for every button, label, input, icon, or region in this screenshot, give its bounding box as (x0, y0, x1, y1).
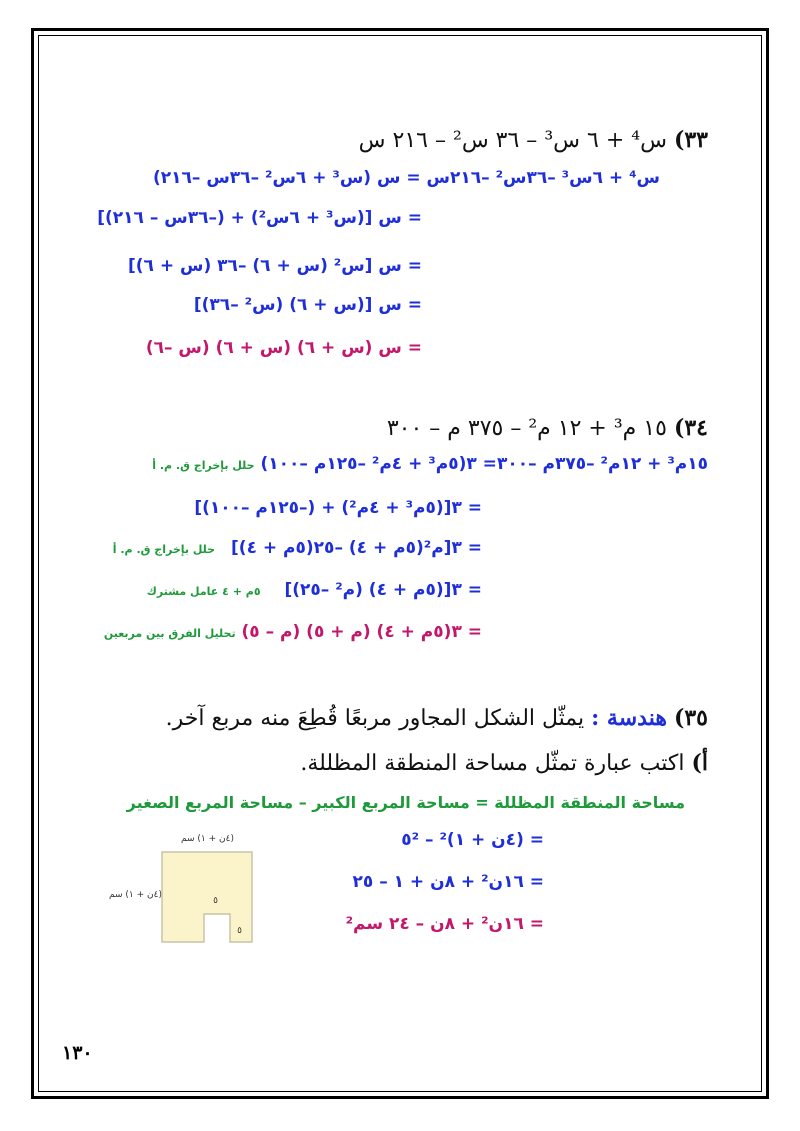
square-figure (88, 834, 268, 960)
q34-note-3: حلل بإخراج ق. م. أ (112, 543, 216, 556)
figure-side-label: (٤ن + ١) سم (109, 890, 162, 900)
q35-number: ٣٥) (673, 705, 708, 731)
q35-step-2: = ١٦ن² + ٨ن + ١ – ٢٥ (352, 872, 544, 892)
q35a-text: اكتب عبارة تمثّل مساحة المنطقة المظللة. (300, 751, 685, 776)
q34-step-3-math: = ٣[م²(٥م + ٤) –٢٥(٥م + ٤)] (231, 538, 482, 558)
q35-statement (166, 705, 708, 731)
q35-rule: مساحة المنطقة المظللة = مساحة المربع الكبير – مساحة المربع الصغير (126, 793, 685, 812)
figure-inner-label-1: ٥ (213, 896, 218, 906)
q34-step-5 (104, 622, 482, 642)
q34-step-1-math: ١٥م³ + ١٢م² –٣٧٥م –٣٠٠= ٣(٥م³ + ٤م² –١٢٥م –١٠٠) (260, 454, 708, 474)
q35-step-3: = ١٦ن² + ٨ن – ٢٤ سم² (345, 914, 544, 934)
q35-label: هندسة : (591, 705, 667, 731)
q34-step-1 (152, 454, 708, 474)
q35a-label: أ) (691, 750, 708, 776)
q34-step-5-math: = ٣(٥م + ٤) (م + ٥) (م – ٥) (241, 622, 482, 642)
q33-expression: س⁴ + ٦ س³ – ٣٦ س² – ٢١٦ س (358, 128, 667, 153)
page-number: ١٣٠ (62, 1042, 93, 1064)
q34-note-4: ٥م + ٤ عامل مشترك (146, 585, 261, 598)
q34-step-4 (147, 580, 482, 600)
q34-step-3 (113, 538, 482, 558)
q34-note-5: تحليل الفرق بين مربعين (103, 627, 236, 640)
q33-number: ٣٣) (673, 127, 708, 153)
q34-number: ٣٤) (673, 415, 708, 441)
figure-inner-label-2: ٥ (237, 926, 242, 936)
q33-step-5: = س (س + ٦) (س + ٦) (س –٦) (145, 338, 422, 358)
q34-expression: ١٥ م³ + ١٢ م² – ٣٧٥ م – ٣٠٠ (386, 416, 667, 441)
figure-top-label: (٤ن + ١) سم (181, 834, 234, 844)
q35-step-1: = (٤ن + ١)² – ٥² (401, 830, 544, 850)
square-cutout-diagram (88, 834, 268, 960)
q34-statement (387, 415, 708, 441)
q33-step-2: = س [(س³ + ٦س²) + (–٣٦س – ٢١٦)] (97, 208, 422, 228)
q33-step-1: س⁴ + ٦س³ –٣٦س² –٢١٦س = س (س³ + ٦س² –٣٦س –٢١٦) (152, 168, 660, 188)
q35a-statement (300, 750, 708, 776)
q33-statement (359, 127, 708, 153)
q35-text: يمثّل الشكل المجاور مربعًا قُطِعَ منه مربع آخر. (165, 706, 585, 731)
q34-note-1: حلل بإخراج ق. م. أ (152, 459, 255, 472)
q33-step-4: = س [(س + ٦) (س² –٣٦)] (193, 295, 422, 315)
q34-step-2: = ٣[(٥م³ + ٤م²) + (–١٢٥م –١٠٠)] (194, 498, 482, 518)
q34-step-4-math: = ٣[(٥م + ٤) (م² –٢٥)] (284, 580, 482, 600)
q33-step-3: = س [س² (س + ٦) –٣٦ (س + ٦)] (128, 256, 422, 276)
